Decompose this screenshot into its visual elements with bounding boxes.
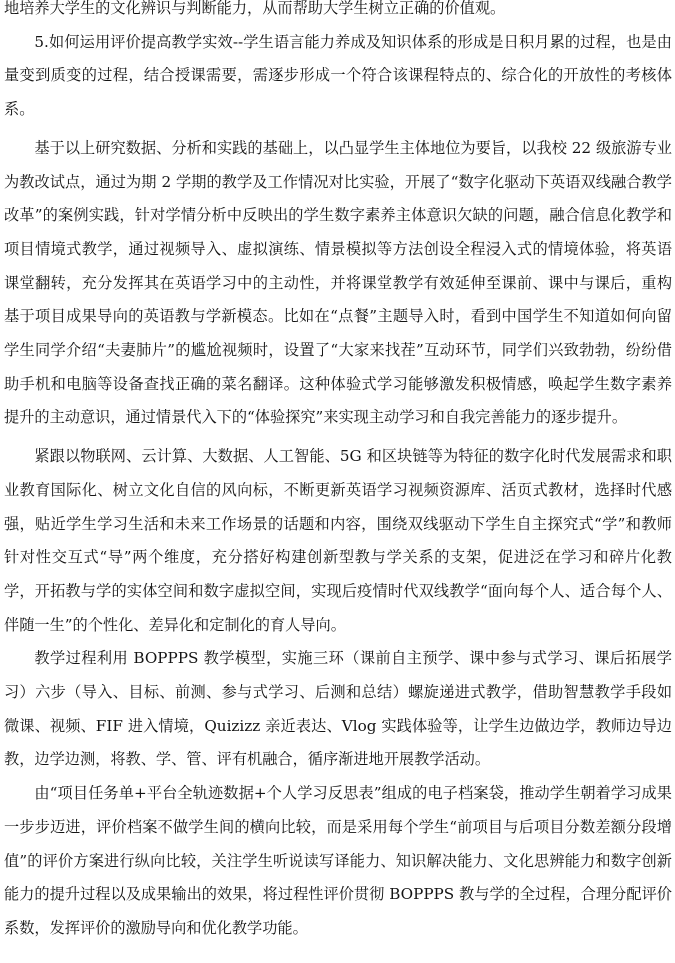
paragraph-evaluation-system: 5.如何运用评价提高教学实效--学生语言能力养成及知识体系的形成是日积月累的过程，也是由量变到质变的过程，结合授课需要，需逐步形成一个符合该课程特点的、综合化的开放性的考核体系。 bbox=[4, 32, 672, 119]
paragraph-case-practice: 基于以上研究数据、分析和实践的基础上，以凸显学生主体地位为要旨，以我校 22 级旅游专业为教改试点，通过为期 2 学期的教学及工作情况对比实验，开展了“数字化驱动下英语双线融合教学改革”的案例实践，针对学情分析中反映出的学生数字素养主体意识欠缺的问题，融合信息化教学和项目情境式教学，通过视频导入、虚拟演练、情景模拟等方法创设全程浸入式的情境体验，将英语课堂翻转，充分发挥其在英语学习中的主动性，并将课堂教学有效延伸至课前、课中与课后，重构基于项目成果导向的英语教与学新模态。比如在“点餐”主题导入时，看到中国学生不知道如何向留学生同学介绍“夫妻肺片”的尴尬视频时，设置了“大家来找茬”互动环节，同学们兴致勃勃，纷纷借助手机和电脑等设备查找正确的菜名翻译。这种体验式学习能够激发积极情感，唤起学生数字素养提升的主动意识，通过情景代入下的“体验探究”来实现主动学习和自我完善能力的逐步提升。 bbox=[4, 138, 672, 427]
paragraph-e-portfolio: 由“项目任务单+平台全轨迹数据+个人学习反思表”组成的电子档案袋，推动学生朝着学习成果一步步迈进，评价档案不做学生间的横向比较，而是采用每个学生“前项目与后项目分数差额分段增值”的评价方案进行纵向比较，关注学生听说读写译能力、知识解决能力、文化思辨能力和数字创新能力的提升过程以及成果输出的效果，将过程性评价贯彻 BOPPPS 教与学的全过程，合理分配评价系数，发挥评价的激励导向和优化教学功能。 bbox=[4, 784, 672, 937]
paragraph-digital-era: 紧跟以物联网、云计算、大数据、人工智能、5G 和区块链等为特征的数字化时代发展需求和职业教育国际化、树立文化自信的风向标，不断更新英语学习视频资源库、活页式教材，选择时代感强，贴近学生学习生活和未来工作场景的话题和内容，围绕双线驱动下学生自主探究式“学”和教师针对性交互式“导”两个维度，充分搭好构建创新型教与学关系的支架，促进泛在学习和碎片化教学，开拓教与学的实体空间和数字虚拟空间，实现后疫情时代双线教学“面向每个人、适合每个人、伴随一生”的个性化、差异化和定制化的育人导向。 bbox=[4, 447, 672, 634]
paragraph-boppps-model: 教学过程利用 BOPPPS 教学模型，实施三环（课前自主预学、课中参与式学习、课后拓展学习）六步（导入、目标、前测、参与式学习、后测和总结）螺旋递进式教学，借助智慧教学手段如微课、视频、FIF 进入情境，Quizizz 亲近表达、Vlog 实践体验等，让学生边做边学，教师边导边教，边学边测，将教、学、管、评有机融合，循序渐进地开展教学活动。 bbox=[4, 649, 672, 769]
paragraph-cultural-judgment: 地培养大学生的文化辨识与判断能力，从而帮助大学生树立正确的价值观。 bbox=[4, 0, 506, 17]
